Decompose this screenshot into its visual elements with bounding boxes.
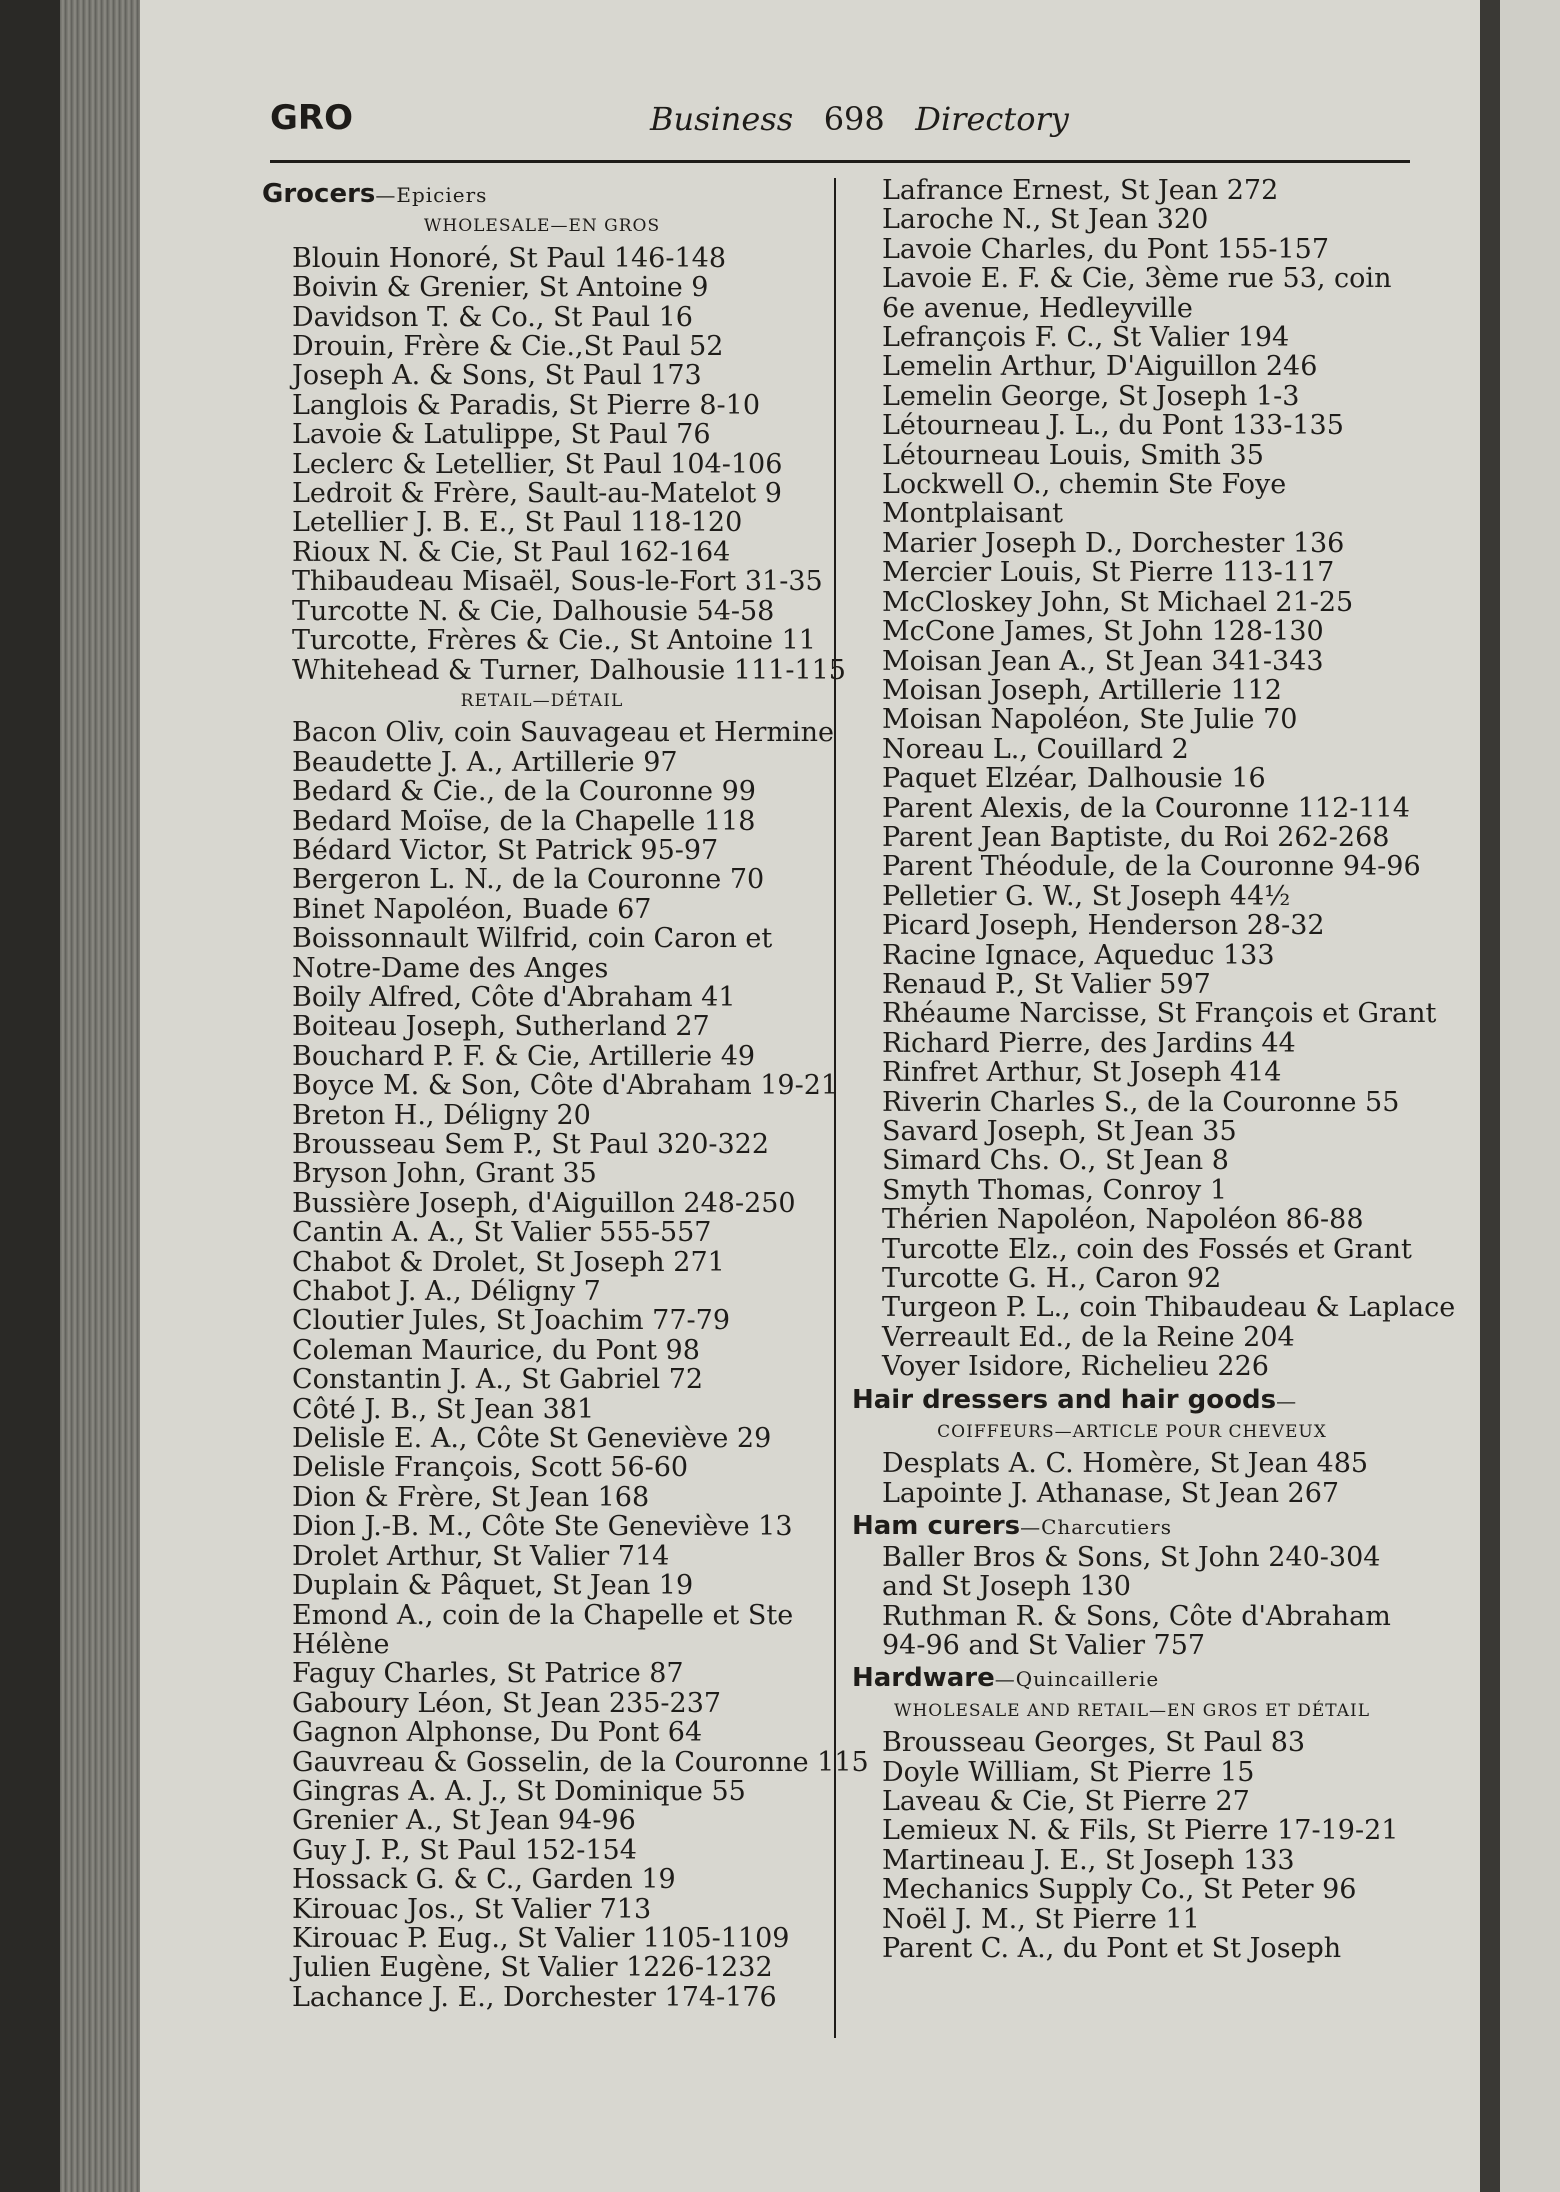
facing-page-edge bbox=[1500, 0, 1560, 2192]
directory-entry: Martineau J. E., St Joseph 133 bbox=[882, 1844, 1295, 1876]
header-guide-word: GRO bbox=[270, 98, 353, 138]
running-header bbox=[270, 98, 1410, 158]
directory-entry: Chabot & Drolet, St Joseph 271 bbox=[292, 1246, 725, 1278]
directory-entry: Lapointe J. Athanase, St Jean 267 bbox=[882, 1477, 1340, 1509]
directory-entry: Létourneau Louis, Smith 35 bbox=[882, 439, 1264, 471]
directory-entry: Turgeon P. L., coin Thibaudeau & Laplace bbox=[882, 1292, 1456, 1324]
directory-entry: Parent Théodule, de la Couronne 94-96 bbox=[882, 851, 1421, 883]
directory-entry: Drolet Arthur, St Valier 714 bbox=[292, 1540, 670, 1572]
directory-entry: Boissonnault Wilfrid, coin Caron et Notre-Dame des Anges bbox=[292, 923, 773, 984]
directory-entry: Lockwell O., chemin Ste Foye Montplaisant bbox=[882, 469, 1287, 530]
directory-entry: Delisle François, Scott 56-60 bbox=[292, 1452, 689, 1484]
directory-entry: Rhéaume Narcisse, St François et Grant bbox=[882, 998, 1437, 1030]
directory-entry: Boiteau Joseph, Sutherland 27 bbox=[292, 1011, 710, 1043]
header-business: Business bbox=[650, 100, 794, 138]
directory-entry: Dion J.-B. M., Côte Ste Geneviève 13 bbox=[292, 1511, 793, 1543]
directory-entry: Picard Joseph, Henderson 28-32 bbox=[882, 910, 1325, 942]
category-name: Hair dressers and hair goods bbox=[852, 1384, 1277, 1415]
directory-entry: Lefrançois F. C., St Valier 194 bbox=[882, 322, 1290, 354]
directory-entry: Parent Alexis, de la Couronne 112-114 bbox=[882, 792, 1410, 824]
directory-entry: Bedard Moïse, de la Chapelle 118 bbox=[292, 805, 756, 837]
directory-entry: Guy J. P., St Paul 152-154 bbox=[292, 1834, 637, 1866]
directory-entry: McCone James, St John 128-130 bbox=[882, 616, 1324, 648]
category-translation: —Charcutiers bbox=[1020, 1515, 1172, 1540]
directory-entry: Noël J. M., St Pierre 11 bbox=[882, 1903, 1200, 1935]
directory-entry: Voyer Isidore, Richelieu 226 bbox=[882, 1351, 1269, 1383]
directory-entry: Desplats A. C. Homère, St Jean 485 bbox=[882, 1448, 1369, 1480]
category-translation: —Epiciers bbox=[375, 183, 488, 207]
directory-entry: Rinfret Arthur, St Joseph 414 bbox=[882, 1057, 1282, 1089]
directory-entry: Blouin Honoré, St Paul 146-148 bbox=[292, 242, 727, 274]
header-directory: Directory bbox=[915, 100, 1069, 138]
subheading: COIFFEURS—ARTICLE POUR CHEVEUX bbox=[937, 1422, 1327, 1443]
directory-entry: Constantin J. A., St Gabriel 72 bbox=[292, 1364, 704, 1396]
category-heading bbox=[852, 1512, 1412, 1542]
directory-entry: Hossack G. & C., Garden 19 bbox=[292, 1864, 676, 1896]
directory-entry: Cloutier Jules, St Joachim 77-79 bbox=[292, 1305, 731, 1337]
directory-entry: Dion & Frère, St Jean 168 bbox=[292, 1481, 650, 1513]
directory-entry: Leclerc & Letellier, St Paul 104-106 bbox=[292, 448, 783, 480]
subheading: WHOLESALE AND RETAIL—EN GROS ET DÉTAIL bbox=[894, 1700, 1370, 1721]
category-translation: — bbox=[1276, 1388, 1298, 1413]
directory-entry: Thérien Napoléon, Napoléon 86-88 bbox=[882, 1204, 1364, 1236]
directory-entry: Breton H., Déligny 20 bbox=[292, 1099, 591, 1131]
directory-entry: Julien Eugène, St Valier 1226-1232 bbox=[292, 1952, 773, 1984]
directory-entry: Kirouac P. Eug., St Valier 1105-1109 bbox=[292, 1922, 790, 1954]
directory-entry: Thibaudeau Misaël, Sous-le-Fort 31-35 bbox=[292, 566, 823, 598]
directory-entry: Savard Joseph, St Jean 35 bbox=[882, 1116, 1237, 1147]
directory-entry: Marier Joseph D., Dorchester 136 bbox=[882, 527, 1345, 559]
subheading: RETAIL—DÉTAIL bbox=[460, 690, 624, 711]
directory-entry: Lemelin Arthur, D'Aiguillon 246 bbox=[882, 351, 1318, 383]
page-number: 698 bbox=[823, 100, 885, 138]
category-name: Ham curers bbox=[852, 1511, 1021, 1542]
directory-entry: Bryson John, Grant 35 bbox=[292, 1158, 597, 1190]
directory-entry: Emond A., coin de la Chapelle et Ste Hélène bbox=[292, 1599, 794, 1660]
directory-entry: Pelletier G. W., St Joseph 44½ bbox=[882, 880, 1291, 912]
left-column bbox=[262, 176, 869, 2013]
directory-entry: Cantin A. A., St Valier 555-557 bbox=[292, 1217, 712, 1249]
directory-entry: Grenier A., St Jean 94-96 bbox=[292, 1805, 636, 1837]
directory-entry: Baller Bros & Sons, St John 240-304 and St Joseph 130 bbox=[882, 1541, 1381, 1603]
directory-entry: Laveau & Cie, St Pierre 27 bbox=[882, 1785, 1250, 1817]
directory-entry: Bacon Oliv, coin Sauvageau et Hermine bbox=[292, 717, 835, 749]
directory-entry: Beaudette J. A., Artillerie 97 bbox=[292, 746, 678, 778]
directory-entry: Verreault Ed., de la Reine 204 bbox=[882, 1321, 1295, 1353]
directory-entry: Parent Jean Baptiste, du Roi 262-268 bbox=[882, 821, 1390, 853]
directory-entry: Bédard Victor, St Patrick 95-97 bbox=[292, 834, 719, 866]
directory-entry: Létourneau J. L., du Pont 133-135 bbox=[882, 410, 1344, 442]
directory-entry: Moisan Joseph, Artillerie 112 bbox=[882, 674, 1282, 706]
directory-entry: Brousseau Georges, St Paul 83 bbox=[882, 1727, 1306, 1759]
directory-entry: Turcotte G. H., Caron 92 bbox=[882, 1263, 1222, 1295]
directory-entry: Gagnon Alphonse, Du Pont 64 bbox=[292, 1717, 703, 1749]
directory-entry: Lavoie Charles, du Pont 155-157 bbox=[882, 233, 1330, 265]
header-title bbox=[650, 100, 1069, 138]
directory-entry: Parent C. A., du Pont et St Joseph bbox=[882, 1932, 1342, 1964]
directory-entry: Renaud P., St Valier 597 bbox=[882, 968, 1211, 1000]
directory-entry: Boivin & Grenier, St Antoine 9 bbox=[292, 272, 709, 304]
directory-entry: Langlois & Paradis, St Pierre 8-10 bbox=[292, 389, 761, 421]
directory-entry: Lavoie & Latulippe, St Paul 76 bbox=[292, 419, 711, 451]
directory-entry: Kirouac Jos., St Valier 713 bbox=[292, 1893, 652, 1925]
directory-entry: Davidson T. & Co., St Paul 16 bbox=[292, 301, 693, 333]
category-name: Hardware bbox=[852, 1663, 995, 1694]
directory-entry: Moisan Napoléon, Ste Julie 70 bbox=[882, 704, 1298, 736]
directory-entry: Lemelin George, St Joseph 1-3 bbox=[882, 380, 1300, 412]
directory-entry: Côté J. B., St Jean 381 bbox=[292, 1393, 595, 1425]
category-heading bbox=[852, 1386, 1412, 1416]
directory-entry: Mercier Louis, St Pierre 113-117 bbox=[882, 557, 1335, 589]
category-name: Grocers bbox=[262, 179, 376, 209]
directory-entry: Simard Chs. O., St Jean 8 bbox=[882, 1145, 1229, 1177]
directory-entry: Joseph A. & Sons, St Paul 173 bbox=[292, 360, 702, 392]
directory-entry: Drouin, Frère & Cie.,St Paul 52 bbox=[292, 331, 724, 363]
subheading: WHOLESALE—EN GROS bbox=[423, 216, 661, 237]
directory-entry: Lafrance Ernest, St Jean 272 bbox=[882, 175, 1279, 206]
directory-entry: Lachance J. E., Dorchester 174-176 bbox=[292, 1981, 777, 2013]
directory-entry: Lemieux N. & Fils, St Pierre 17-19-21 bbox=[882, 1815, 1399, 1847]
directory-entry: Letellier J. B. E., St Paul 118-120 bbox=[292, 507, 743, 539]
directory-entry: Rioux N. & Cie, St Paul 162-164 bbox=[292, 536, 731, 568]
directory-entry: Bedard & Cie., de la Couronne 99 bbox=[292, 776, 756, 808]
directory-entry: Boyce M. & Son, Côte d'Abraham 19-21 bbox=[292, 1070, 839, 1102]
directory-entry: Laroche N., St Jean 320 bbox=[882, 204, 1209, 236]
header-rule bbox=[270, 160, 1410, 163]
directory-entry: Gaboury Léon, St Jean 235-237 bbox=[292, 1687, 722, 1719]
directory-entry: Racine Ignace, Aqueduc 133 bbox=[882, 939, 1275, 971]
category-heading bbox=[262, 180, 822, 210]
directory-entry: Moisan Jean A., St Jean 341-343 bbox=[882, 645, 1324, 677]
book-gutter-shadow bbox=[1480, 0, 1500, 2192]
directory-entry: Mechanics Supply Co., St Peter 96 bbox=[882, 1874, 1357, 1906]
directory-entry: Turcotte N. & Cie, Dalhousie 54-58 bbox=[292, 595, 775, 627]
directory-entry: Riverin Charles S., de la Couronne 55 bbox=[882, 1086, 1400, 1118]
directory-entry: Turcotte Elz., coin des Fossés et Grant bbox=[882, 1233, 1412, 1265]
directory-entry: Duplain & Pâquet, St Jean 19 bbox=[292, 1570, 694, 1602]
directory-entry: Chabot J. A., Déligny 7 bbox=[292, 1276, 601, 1308]
directory-entry: Gauvreau & Gosselin, de la Couronne 115 bbox=[292, 1746, 869, 1778]
directory-entry: Boily Alfred, Côte d'Abraham 41 bbox=[292, 981, 736, 1013]
category-translation: —Quincaillerie bbox=[994, 1667, 1160, 1692]
directory-entry: McCloskey John, St Michael 21-25 bbox=[882, 586, 1354, 618]
directory-entry: Richard Pierre, des Jardins 44 bbox=[882, 1027, 1296, 1059]
directory-entry: Doyle William, St Pierre 15 bbox=[882, 1756, 1255, 1788]
directory-entry: Whitehead & Turner, Dalhousie 111-115 bbox=[292, 654, 846, 686]
directory-entry: Noreau L., Couillard 2 bbox=[882, 733, 1189, 765]
directory-entry: Coleman Maurice, du Pont 98 bbox=[292, 1334, 700, 1366]
directory-entry: Ruthman R. & Sons, Côte d'Abraham 94-96 and St Valier 757 bbox=[882, 1600, 1391, 1661]
right-column bbox=[852, 175, 1456, 1964]
directory-entry: Ledroit & Frère, Sault-au-Matelot 9 bbox=[292, 478, 782, 510]
directory-entry: Smyth Thomas, Conroy 1 bbox=[882, 1174, 1228, 1206]
directory-entry: Turcotte, Frères & Cie., St Antoine 11 bbox=[292, 625, 816, 657]
directory-entry: Faguy Charles, St Patrice 87 bbox=[292, 1658, 684, 1690]
directory-entry: Binet Napoléon, Buade 67 bbox=[292, 893, 652, 925]
directory-entry: Brousseau Sem P., St Paul 320-322 bbox=[292, 1129, 770, 1160]
directory-entry: Bergeron L. N., de la Couronne 70 bbox=[292, 864, 765, 896]
directory-entry: Gingras A. A. J., St Dominique 55 bbox=[292, 1775, 746, 1807]
directory-entry: Paquet Elzéar, Dalhousie 16 bbox=[882, 763, 1266, 795]
directory-entry: Bussière Joseph, d'Aiguillon 248-250 bbox=[292, 1187, 796, 1219]
category-heading bbox=[852, 1664, 1412, 1694]
directory-entry: Bouchard P. F. & Cie, Artillerie 49 bbox=[292, 1040, 756, 1072]
directory-entry: Delisle E. A., Côte St Geneviève 29 bbox=[292, 1423, 772, 1455]
directory-entry: Lavoie E. F. & Cie, 3ème rue 53, coin 6e avenue, Hedleyville bbox=[882, 263, 1392, 324]
